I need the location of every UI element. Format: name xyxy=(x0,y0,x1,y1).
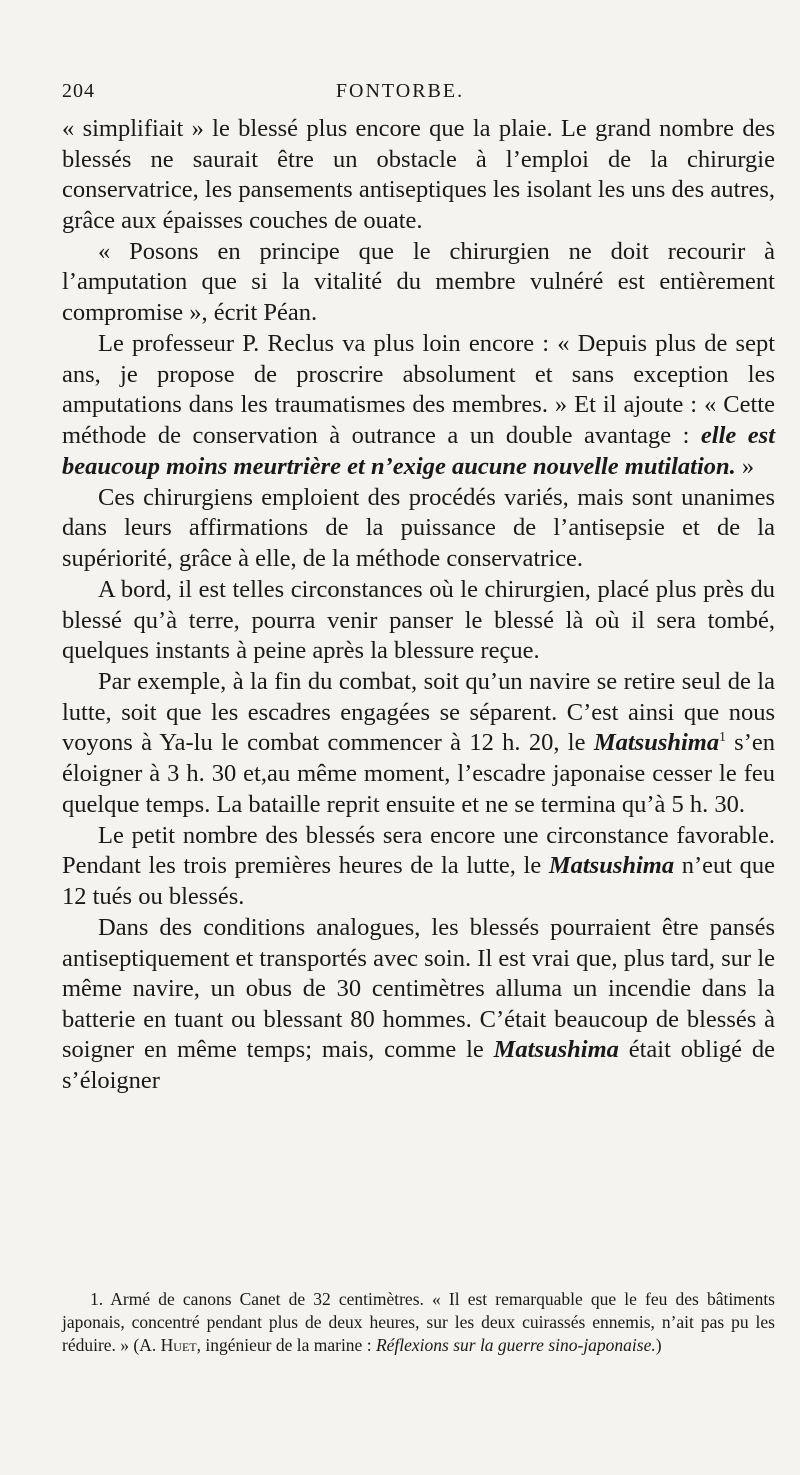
footnote-text: ) xyxy=(655,1335,662,1355)
paragraph xyxy=(62,821,775,913)
footnote-marker: 1. xyxy=(90,1289,104,1309)
footnotes xyxy=(62,1288,775,1357)
ship-name: Matsushima xyxy=(493,1036,619,1064)
footnote-text: , ingénieur de la marine : xyxy=(196,1335,376,1355)
italic-quote: elle est beaucoup moins meurtrière et n’exige aucune nouvelle mutilation. xyxy=(62,421,776,480)
paragraph-text: « simplifiait » le blessé plus encore que la plaie. Le grand nombre des blessés ne saurait être un obstacle à l’emploi de la chirurgie conservatrice, les pansements antiseptiques les isolant les uns des autres, grâce aux épaisses couches de ouate. xyxy=(62,115,775,234)
paragraph-text: Par exemple, à la fin du combat, soit qu’un navire se retire seul de la lutte, soit que les escadres engagées se séparent. C’est ainsi que nous voyons à Ya-lu le combat commencer à 12 h. 20, le xyxy=(62,668,775,757)
paragraph xyxy=(62,575,775,667)
paragraph xyxy=(62,483,775,575)
footnote-title: Réflexions sur la guerre sino-japonaise. xyxy=(375,1335,656,1355)
paragraph-text: s’en éloigner à 3 h. 30 et,au même moment, l’escadre japonaise cesser le feu quelque temps. La bataille reprit ensuite et ne se termina qu’à 5 h. 30. xyxy=(62,729,775,818)
page-number: 204 xyxy=(62,80,95,102)
body-text xyxy=(62,114,775,1097)
paragraph-text: Le petit nombre des blessés sera encore une circonstance favorable. Pendant les trois premières heures de la lutte, le xyxy=(62,821,775,880)
paragraph xyxy=(62,237,775,329)
paragraph-text: n’eut que 12 tués ou blessés. xyxy=(62,852,776,910)
paragraph-text: était obligé de s’éloigner xyxy=(62,1036,775,1094)
footnote-ref[interactable]: 1 xyxy=(719,729,726,745)
paragraph-text: » xyxy=(735,452,755,480)
paragraph xyxy=(62,329,775,482)
footnote xyxy=(62,1288,775,1357)
paragraph-text: « Posons en principe que le chirurgien ne doit recourir à l’amputation que si la vitalité du membre vulnéré est entièrement compromise », écrit Péan. xyxy=(62,237,775,327)
paragraph-text: A bord, il est telles circonstances où le chirurgien, placé plus près du blessé qu’à terre, pourra venir panser le blessé là où il sera tombé, quelques instants à peine après la blessure reçue. xyxy=(62,575,775,665)
paragraph xyxy=(62,667,775,820)
paragraph xyxy=(62,114,775,236)
paragraph xyxy=(62,913,775,1097)
paragraph-text: Le professeur P. Reclus va plus loin encore : « Depuis plus de sept ans, je propose de proscrire absolument et sans exception les amputations dans les traumatismes des membres. » Et il ajoute : « Cette méthode de conservation à outrance a un double avantage : xyxy=(62,330,775,449)
paragraph-text: Ces chirurgiens emploient des procédés variés, mais sont unanimes dans leurs affirmations de la puissance de l’antisepsie et de la supériorité, grâce à elle, de la méthode conservatrice. xyxy=(62,483,775,572)
footnote-author: Huet xyxy=(160,1335,197,1355)
paragraph-text: Dans des conditions analogues, les blessés pourraient être pansés antiseptiquement et transportés avec soin. Il est vrai que, plus tard, sur le même navire, un obus de 30 centimètres alluma un incendie dans la batterie en tuant ou blessant 80 hommes. C’était beaucoup de blessés à soigner en même temps; mais, comme le xyxy=(62,913,775,1064)
ship-name: Matsushima xyxy=(593,729,720,757)
footnote-text: Armé de canons Canet de 32 centimètres. « Il est remarquable que le feu des bâtiments japonais, concentré pendant plus de deux heures, sur les deux cuirassés ennemis, n’ait pas pu les réduire. » (A. xyxy=(62,1289,775,1355)
running-head: FONTORBE. xyxy=(335,80,465,102)
ship-name: Matsushima xyxy=(548,852,675,880)
